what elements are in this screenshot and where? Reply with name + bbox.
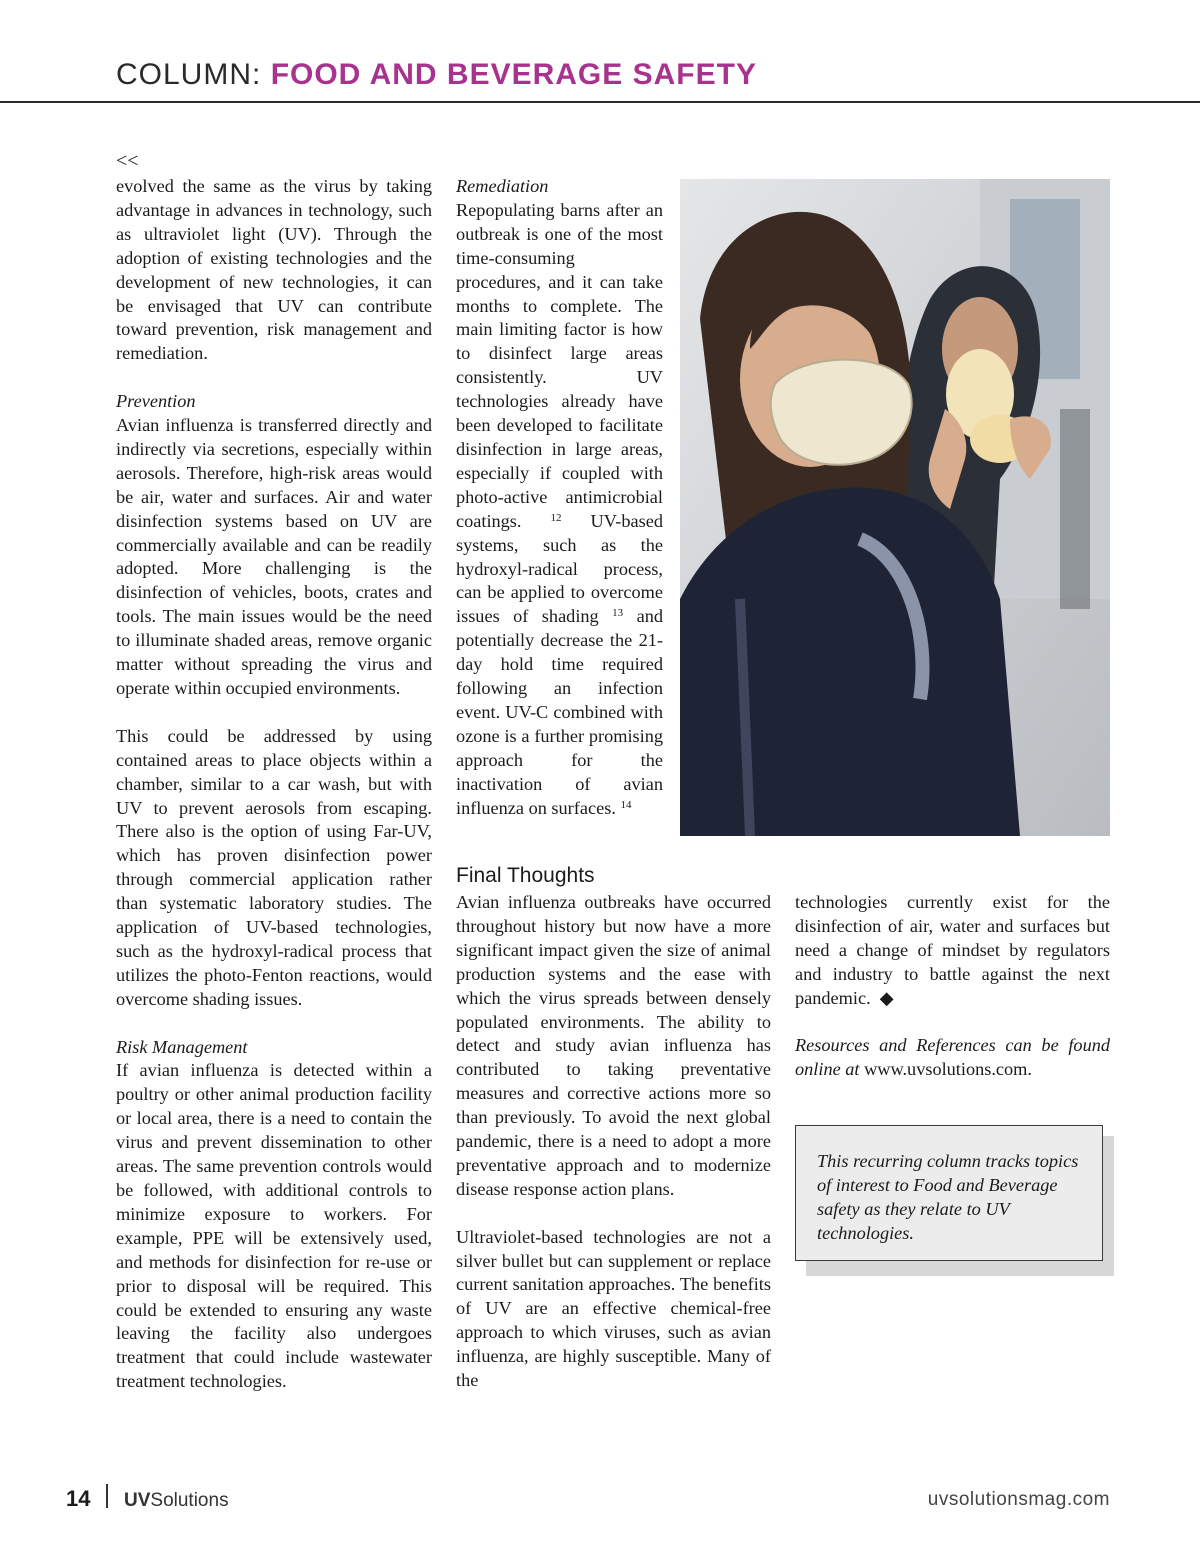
final-paragraph-2: Ultraviolet-based technologies are not a silver bullet but can supplement or replace current sanitation approaches. The benefits of UV are an effective chemical-free approach to which viruses, such as avian influenza, are highly susceptible. Many of the	[456, 1226, 771, 1391]
header-rule	[0, 101, 1200, 103]
risk-paragraph: If avian influenza is detected within a poultry or other animal production facility or local area, there is a need to contain the virus and prevent dissemination to other areas. The same prevention controls would be followed, with additional controls to minimize exposure to workers. For example, PPE will be extensively used, and methods for disinfection for re-use or prior to disposal will be required. This could be extended to ensuring any waste leaving the facility also undergoes treatment that could include wastewater treatment technologies.	[116, 1060, 432, 1392]
remediation-text-c: and potentially decrease the 21-day hold time required following an infection event. UV-C combined with ozone is a further promising approach for the inactivation of avian influenza on surfaces.	[456, 606, 663, 818]
remediation-text-a: Repopulating barns after an outbreak is one of the most time-consuming procedures, and it can take months to complete. The main limiting factor is how to disinfect large areas consistently. UV technologies already have been developed to facilitate disinfection in large areas, especially if coupled with photo-active antimicrobial coatings.	[456, 199, 663, 531]
remediation-paragraph	[456, 199, 663, 821]
column-2-bottom	[456, 891, 771, 1393]
column-2-top	[456, 175, 663, 820]
page-number: 14	[66, 1486, 91, 1511]
column-label: COLUMN:	[116, 58, 271, 91]
resources-link[interactable]: www.uvsolutions.com.	[864, 1059, 1032, 1080]
column-topic: FOOD AND BEVERAGE SAFETY	[270, 58, 757, 91]
column-header	[116, 58, 757, 92]
column-3	[795, 891, 1110, 1082]
column-note-box	[795, 1125, 1103, 1261]
risk-heading: Risk Management	[116, 1036, 248, 1057]
prevention-paragraph: Avian influenza is transferred directly and indirectly via secretions, especially within aerosols. Therefore, high-risk areas would be air, water and surfaces. Air and water disinfection systems based on UV are commercially available and can be readily adopted. More challenging is the disinfection of vehicles, boots, crates and tools. The main issues would be the need to illuminate shaded areas, remove organic matter without spreading the virus and operate within occupied environments.	[116, 415, 432, 699]
article-photo	[680, 179, 1110, 836]
footer-website[interactable]: uvsolutionsmag.com	[927, 1489, 1110, 1510]
final-paragraph-1: Avian influenza outbreaks have occurred throughout history but now have a more significant impact given the size of animal production systems and the ease with which the virus spreads between densely populated environments. The ability to detect and study avian influenza has contributed to taking preventative measures and corrective actions more so than previously. To avoid the next global pandemic, there is a need to adopt a more preventative approach and to modernize disease response action plans.	[456, 892, 771, 1199]
reference-12[interactable]: 12	[550, 511, 562, 524]
conclusion-text: technologies currently exist for the disinfection of air, water and surfaces but need a change of mindset by regulators and industry to battle against the next pandemic.	[795, 892, 1110, 1008]
footer-divider	[106, 1484, 108, 1508]
remediation-heading: Remediation	[456, 176, 549, 196]
column-note-text: This recurring column tracks topics of interest to Food and Beverage safety as they relate to UV technologies.	[817, 1151, 1079, 1243]
address-paragraph: This could be addressed by using contained areas to place objects within a chamber, similar to a car wash, but with UV to prevent aerosols from escaping. There also is the option of using Far-UV, which has proven disinfection power through commercial application rather than systematic laboratory studies. The application of UV-based technologies, such as the hydroxyl-radical process that utilizes the photo-Fenton reactions, would overcome shading issues.	[116, 725, 432, 1009]
brand-uv: UV	[124, 1490, 151, 1511]
conclusion-paragraph	[795, 891, 1110, 1011]
brand-solutions: Solutions	[150, 1490, 229, 1511]
continuation-marker: <<	[116, 150, 139, 172]
remediation-text-b: UV-based systems, such as the hydroxyl-radical process, can be applied to overcome issues of shading	[456, 510, 663, 627]
reference-13[interactable]: 13	[612, 607, 624, 620]
magazine-brand	[124, 1490, 229, 1512]
end-of-article-icon: ◆	[879, 987, 894, 1008]
prevention-heading: Prevention	[116, 391, 196, 412]
reference-14[interactable]: 14	[620, 798, 632, 811]
resources-note	[795, 1034, 1110, 1082]
final-thoughts-heading: Final Thoughts	[456, 864, 595, 887]
column-1	[116, 175, 432, 1394]
intro-paragraph: evolved the same as the virus by taking advantage in advances in technology, such as ultraviolet light (UV). Through the adoption of existing technologies and the development of new technologies, it can be envisaged that UV can contribute toward prevention, risk management and remediation.	[116, 176, 432, 364]
resources-text: Resources and References can be found online at	[795, 1035, 1110, 1080]
